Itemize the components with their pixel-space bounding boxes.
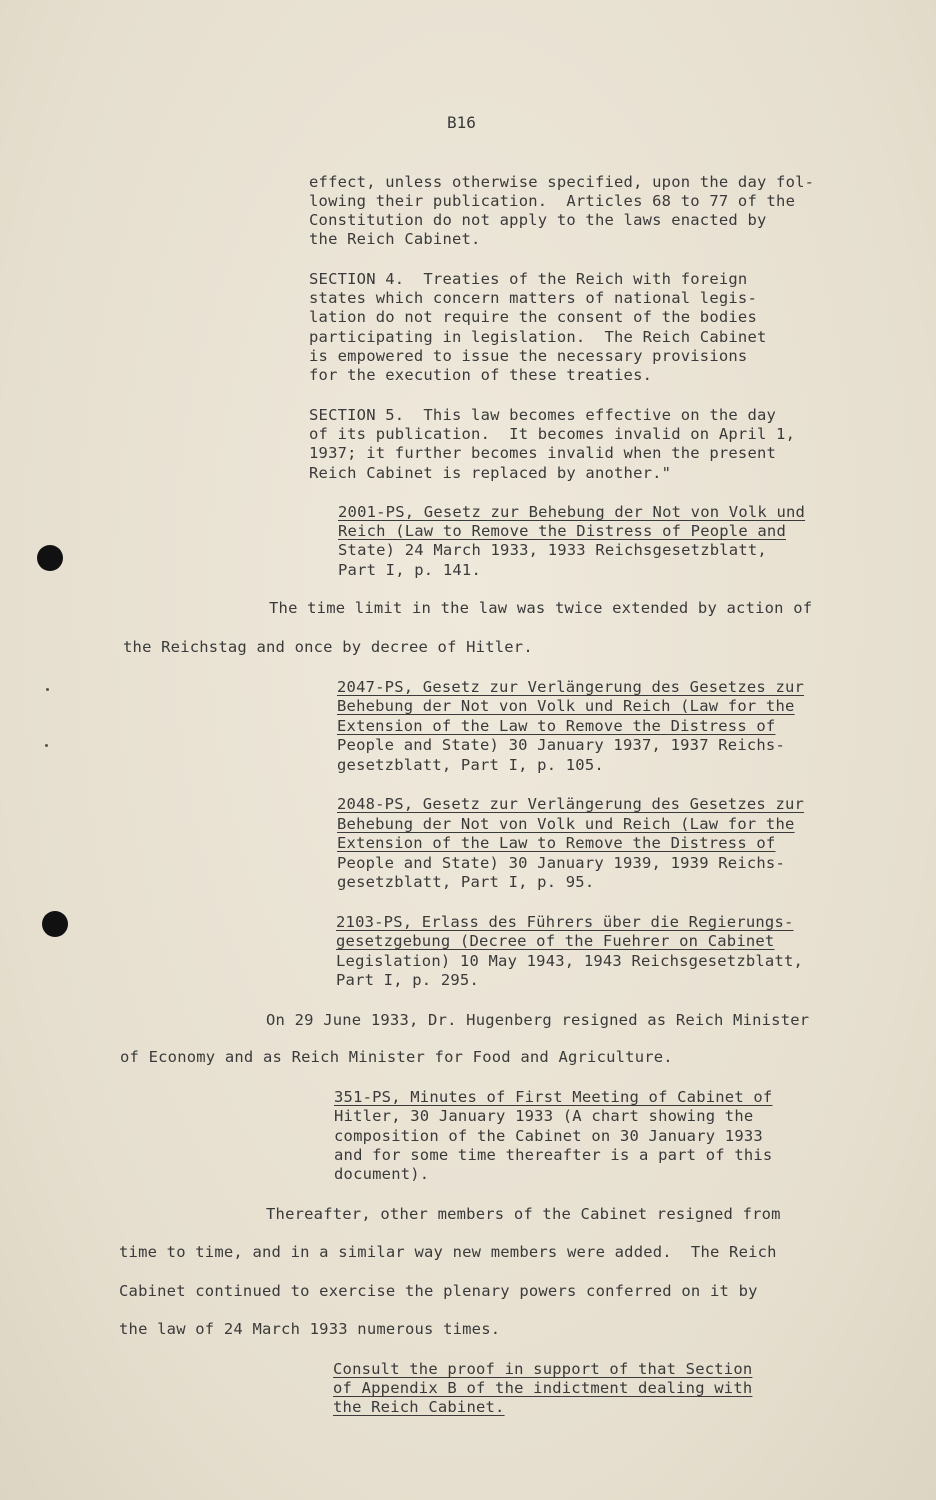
citation-2048-line: People and State) 30 January 1939, 1939 Reichs- xyxy=(337,854,785,872)
citation-2047-line: Extension of the Law to Remove the Distress of xyxy=(337,717,776,735)
consult-note-line: the Reich Cabinet. xyxy=(333,1398,505,1416)
citation-2001-line: Part I, p. 141. xyxy=(338,561,481,579)
citation-351-line: 351-PS, Minutes of First Meeting of Cabinet of xyxy=(334,1088,773,1106)
section-5-line: SECTION 5. This law becomes effective on the day xyxy=(309,406,777,424)
margin-mark xyxy=(45,744,48,747)
citation-2103-line: 2103-PS, Erlass des Führers über die Regierungs- xyxy=(336,913,794,931)
margin-mark xyxy=(46,688,49,691)
citation-351-line: Hitler, 30 January 1933 (A chart showing the xyxy=(334,1107,754,1125)
text-line: lowing their publication. Articles 68 to 77 of the xyxy=(309,192,796,210)
body-line: Cabinet continued to exercise the plenary powers conferred on it by xyxy=(119,1282,758,1300)
section-4-line: participating in legislation. The Reich Cabinet xyxy=(309,328,767,346)
section-4-line: SECTION 4. Treaties of the Reich with foreign xyxy=(309,270,748,288)
citation-2103-line: gesetzgebung (Decree of the Fuehrer on Cabinet xyxy=(336,932,775,950)
citation-351-line: composition of the Cabinet on 30 January 1933 xyxy=(334,1127,763,1145)
consult-note-line: Consult the proof in support of that Section xyxy=(333,1360,753,1378)
citation-2001-line: 2001-PS, Gesetz zur Behebung der Not von Volk und xyxy=(338,503,806,521)
section-4-line: states which concern matters of national legis- xyxy=(309,289,757,307)
section-5-line: Reich Cabinet is replaced by another." xyxy=(309,464,672,482)
citation-2001-line: State) 24 March 1933, 1933 Reichsgesetzblatt, xyxy=(338,541,767,559)
punch-hole-top xyxy=(37,545,63,571)
citation-351-line: document). xyxy=(334,1165,430,1183)
citation-2048-line: gesetzblatt, Part I, p. 95. xyxy=(337,873,595,891)
section-5-line: of its publication. It becomes invalid on April 1, xyxy=(309,425,796,443)
citation-2048-line: 2048-PS, Gesetz zur Verlängerung des Gesetzes zur xyxy=(337,795,805,813)
citation-351-line: and for some time thereafter is a part of this xyxy=(334,1146,773,1164)
text-line: effect, unless otherwise specified, upon the day fol- xyxy=(309,173,815,191)
body-line: Thereafter, other members of the Cabinet resigned from xyxy=(266,1205,781,1223)
citation-2047-line: gesetzblatt, Part I, p. 105. xyxy=(337,756,604,774)
citation-2048-line: Extension of the Law to Remove the Distress of xyxy=(337,834,776,852)
text-line: the Reich Cabinet. xyxy=(309,230,481,248)
section-4-line: is empowered to issue the necessary provisions xyxy=(309,347,748,365)
text-line: Constitution do not apply to the laws enacted by xyxy=(309,211,767,229)
citation-2103-line: Legislation) 10 May 1943, 1943 Reichsgesetzblatt, xyxy=(336,952,804,970)
citation-2001-line: Reich (Law to Remove the Distress of People and xyxy=(338,522,786,540)
citation-2048-line: Behebung der Not von Volk und Reich (Law for the xyxy=(337,815,795,833)
section-4-line: for the execution of these treaties. xyxy=(309,366,653,384)
citation-2047-line: People and State) 30 January 1937, 1937 Reichs- xyxy=(337,736,785,754)
body-line: On 29 June 1933, Dr. Hugenberg resigned as Reich Minister xyxy=(266,1011,810,1029)
page-number: B16 xyxy=(447,113,476,132)
consult-note-line: of Appendix B of the indictment dealing with xyxy=(333,1379,753,1397)
body-line: time to time, and in a similar way new members were added. The Reich xyxy=(119,1243,777,1261)
body-line: the Reichstag and once by decree of Hitler. xyxy=(123,638,533,656)
section-5-line: 1937; it further becomes invalid when the present xyxy=(309,444,777,462)
body-line: The time limit in the law was twice extended by action of xyxy=(269,599,813,617)
citation-2047-line: 2047-PS, Gesetz zur Verlängerung des Gesetzes zur xyxy=(337,678,805,696)
citation-2103-line: Part I, p. 295. xyxy=(336,971,479,989)
citation-2047-line: Behebung der Not von Volk und Reich (Law for the xyxy=(337,697,795,715)
section-4-line: lation do not require the consent of the bodies xyxy=(309,308,757,326)
body-line: the law of 24 March 1933 numerous times. xyxy=(119,1320,501,1338)
body-line: of Economy and as Reich Minister for Food and Agriculture. xyxy=(120,1048,673,1066)
punch-hole-bottom xyxy=(42,911,68,937)
